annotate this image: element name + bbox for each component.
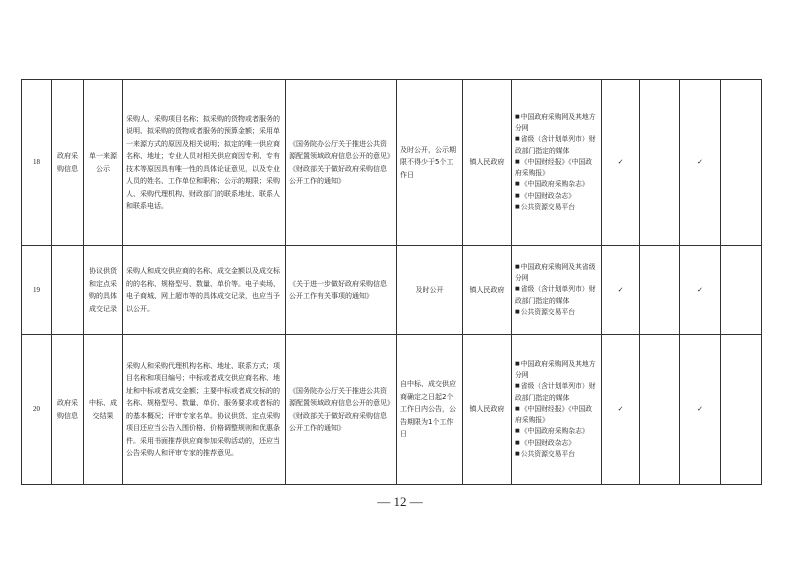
channel-item: ■ 《中国财政杂志》 xyxy=(515,191,598,202)
channel-item: ■ 省级（含计划单列市）财政部门指定的媒体 xyxy=(515,381,598,403)
channel-item: ■ 《中国政府采购杂志》 xyxy=(515,179,598,190)
channels-cell xyxy=(512,246,602,335)
content-cell: 采购人、采购项目名称；拟采购的货物或者服务的说明、拟采购的货物或者服务的预算金额；采用单一来源方式的原因及相关说明；拟定的唯一供应商名称、地址；专业人员对相关供应商因专利、专有技术等原因具有唯一性的具体论证意见，以及专业人员的姓名、工作单位和职称；公示的期限；采购人、采购代理机构、财政部门的联系地址、联系人和联系电话。 xyxy=(123,80,286,246)
category-cell: 政府采购信息 xyxy=(52,335,84,485)
check-mark-icon: ✓ xyxy=(602,335,640,485)
channel-item: ■ 公共资源交易平台 xyxy=(515,307,598,318)
category-cell xyxy=(52,246,84,335)
channel-item: ■ 省级（含计划单列市）财政部门指定的媒体 xyxy=(515,134,598,156)
empty-cell xyxy=(640,80,680,246)
row-number: 18 xyxy=(22,80,52,246)
time-cell: 自中标、成交供应商确定之日起2个工作日内公告，公告期限为1个工作日 xyxy=(397,335,463,485)
channel-item: ■ 《中国财政杂志》 xyxy=(515,438,598,449)
check-mark-icon: ✓ xyxy=(680,80,721,246)
channel-item: ■ 省级（含计划单列市）财政部门指定的媒体 xyxy=(515,284,598,306)
category-cell: 政府采购信息 xyxy=(52,80,84,246)
empty-cell xyxy=(721,80,762,246)
subitem-cell: 中标、成交结果 xyxy=(84,335,123,485)
check-mark-icon: ✓ xyxy=(680,335,721,485)
disclosure-table xyxy=(21,79,762,485)
basis-cell: 《国务院办公厅关于推进公共资源配置领域政府信息公开的意见》《财政部关于做好政府采购信息公开工作的通知》 xyxy=(286,80,397,246)
channel-item: ■ 中国政府采购网及其地方分网 xyxy=(515,359,598,381)
subject-cell: 镇人民政府 xyxy=(463,335,512,485)
subitem-cell: 协议供货和定点采购的具体成交记录 xyxy=(84,246,123,335)
content-cell: 采购人和采购代理机构名称、地址、联系方式；项目名称和项目编号；中标或者成交供应商名称、地址和中标或者成交金额；主要中标或者成交标的的名称、规格型号、数量、单价、服务要求或者标的的基本概况；评审专家名单。协议供货、定点采购项目还应当公告入围价格、价格调整规则和优惠条件。采用书面推荐供应商参加采购活动的，还应当公告采购人和评审专家的推荐意见。 xyxy=(123,335,286,485)
basis-cell: 《关于进一步做好政府采购信息公开工作有关事项的通知》 xyxy=(286,246,397,335)
check-mark-icon: ✓ xyxy=(602,246,640,335)
time-cell: 及时公开 xyxy=(397,246,463,335)
empty-cell xyxy=(721,246,762,335)
subitem-cell: 单一来源公示 xyxy=(84,80,123,246)
content-cell: 采购人和成交供应商的名称、成交金额以及成交标的的名称、规格型号、数量、单价等。电子卖场、电子商城、网上超市等的具体成交记录，也应当予以公开。 xyxy=(123,246,286,335)
time-cell: 及时公开，公示期限不得少于5个工作日 xyxy=(397,80,463,246)
subject-cell: 镇人民政府 xyxy=(463,80,512,246)
channel-item: ■ 公共资源交易平台 xyxy=(515,202,598,213)
subject-cell: 镇人民政府 xyxy=(463,246,512,335)
channel-item: ■ 公共资源交易平台 xyxy=(515,449,598,460)
channel-list xyxy=(515,262,598,318)
channel-list xyxy=(515,359,598,460)
channel-item: ■ 《中国财经报》《中国政府采购报》 xyxy=(515,404,598,426)
channel-item: ■ 中国政府采购网及其地方分网 xyxy=(515,112,598,134)
empty-cell xyxy=(721,335,762,485)
channel-item: ■ 《中国财经报》《中国政府采购报》 xyxy=(515,157,598,179)
empty-cell xyxy=(640,246,680,335)
row-number: 19 xyxy=(22,246,52,335)
table-row xyxy=(22,335,762,485)
basis-cell: 《国务院办公厅关于推进公共资源配置领域政府信息公开的意见》《财政部关于做好政府采购信息公开工作的通知》 xyxy=(286,335,397,485)
channels-cell xyxy=(512,80,602,246)
channels-cell xyxy=(512,335,602,485)
check-mark-icon: ✓ xyxy=(680,246,721,335)
channel-item: ■ 中国政府采购网及其省级分网 xyxy=(515,262,598,284)
row-number: 20 xyxy=(22,335,52,485)
check-mark-icon: ✓ xyxy=(602,80,640,246)
page-number: — 12 — xyxy=(377,494,423,509)
empty-cell xyxy=(640,335,680,485)
channel-item: ■ 《中国政府采购杂志》 xyxy=(515,426,598,437)
table-row xyxy=(22,246,762,335)
channel-list xyxy=(515,112,598,213)
table-row xyxy=(22,80,762,246)
